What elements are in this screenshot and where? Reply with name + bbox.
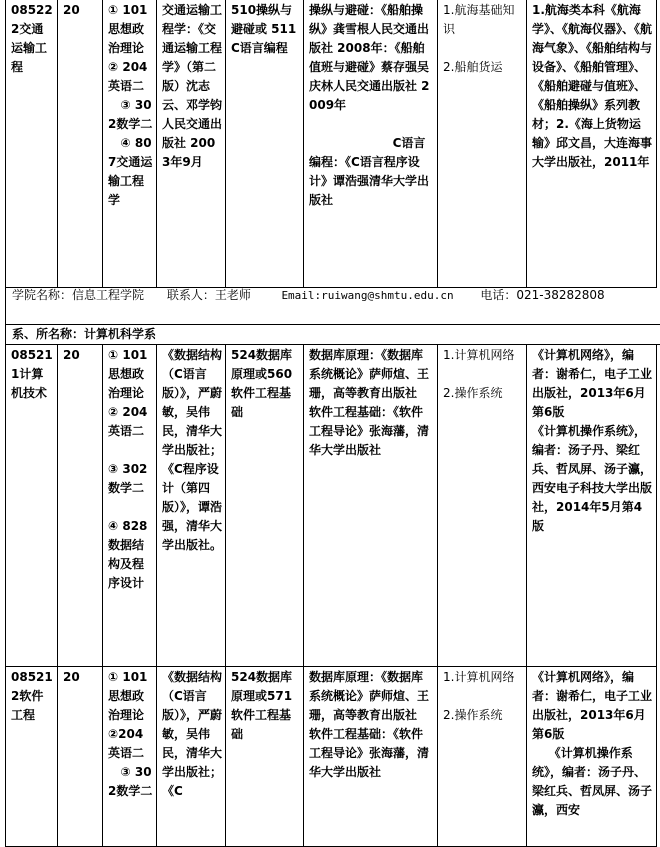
table-row — [6, 0, 657, 288]
enrollment-count: 20 — [58, 0, 103, 288]
enrollment-count: 20 — [58, 667, 103, 847]
equal-ability-subjects: 1.计算机网络 2.操作系统 — [438, 345, 527, 667]
program-code: 085211计算机技术 — [6, 345, 58, 667]
department-name: 系、所名称：计算机科学系 — [5, 324, 660, 345]
equal-ability-references: 《计算机网络》，编者：谢希仁，电子工业出版社，2013年6月第6版 《计算机操作系统》，编者：汤子丹、梁红兵、哲凤屏、汤子瀛，西安电子科技大学出版社，2014年5月第4版 — [527, 345, 657, 667]
program-table-top — [5, 0, 657, 288]
first-exam-references: 交通运输工程学：《交通运输工程学》（第二版）沈志云、邓学钧人民交通出版社 2003年9月 — [157, 0, 226, 288]
contact-phone: 电话：021-38282808 — [480, 288, 605, 302]
retest-subject: 524数据库原理或560软件工程基础 — [226, 345, 304, 667]
first-exam-references: 《数据结构（C语言版）》，严蔚敏，吴伟民，清华大学出版社；《C — [157, 667, 226, 847]
exam-subjects: ① 101思想政治理论 ② 204英语二 ③ 302数学二 ④ 807交通运输工程学 — [103, 0, 157, 288]
exam-subjects: ① 101思想政治理论 ② 204英语二 ③ 302数学二 ④ 828 数据结构及程序设计 — [103, 345, 157, 667]
program-code: 085222交通运输工程 — [6, 0, 58, 288]
retest-references: 数据库原理：《数据库系统概论》萨师煊、王珊，高等教育出版社 软件工程基础：《软件工程导论》张海藩，清华大学出版社 — [304, 345, 438, 667]
exam-subjects: ① 101思想政治理论 ②204英语二 ③ 302数学二 — [103, 667, 157, 847]
contact-person: 联系人：王老师 — [166, 288, 251, 302]
retest-references: 数据库原理：《数据库系统概论》萨师煊、王珊，高等教育出版社 软件工程基础：《软件工程导论》张海藩，清华大学出版社 — [304, 667, 438, 847]
contact-email: Email:ruiwang@shmtu.edu.cn — [281, 289, 454, 302]
program-code: 085212软件工程 — [6, 667, 58, 847]
equal-ability-references: 1.航海类本科《航海学》、《航海仪器》、《航海气象》、《船舶结构与设备》、《船舶管理》、《船舶避碰与值班》、《船舶操纵》系列教材；2.《海上货物运输》邱文昌，大连海事大学出版社，2011年 — [527, 0, 657, 288]
program-table — [5, 344, 657, 847]
enrollment-count: 20 — [58, 345, 103, 667]
school-info — [5, 286, 660, 324]
retest-references: 操纵与避碰：《船舶操纵》龚雪根人民交通出版社 2008年：《船舶值班与避碰》蔡存强吴庆林人民交通出版社 2009年 C语言编程：《C语言程序设计》谭浩强清华大学出版社 — [304, 0, 438, 288]
first-exam-references: 《数据结构（C语言版）》，严蔚敏，吴伟民，清华大学出版社；《C程序设计（第四版）》，谭浩强，清华大学出版社。 — [157, 345, 226, 667]
table-row — [6, 667, 657, 847]
equal-ability-subjects: 1.计算机网络 2.操作系统 — [438, 667, 527, 847]
equal-ability-subjects: 1.航海基础知识 2.船舶货运 — [438, 0, 527, 288]
table-row — [6, 345, 657, 667]
retest-subject: 510操纵与避碰或 511C语言编程 — [226, 0, 304, 288]
school-name: 学院名称：信息工程学院 — [12, 288, 145, 302]
retest-subject: 524数据库原理或571软件工程基础 — [226, 667, 304, 847]
equal-ability-references: 《计算机网络》，编者：谢希仁，电子工业出版社，2013年6月第6版 《计算机操作系统》，编者：汤子丹、梁红兵、哲凤屏、汤子瀛，西安 — [527, 667, 657, 847]
